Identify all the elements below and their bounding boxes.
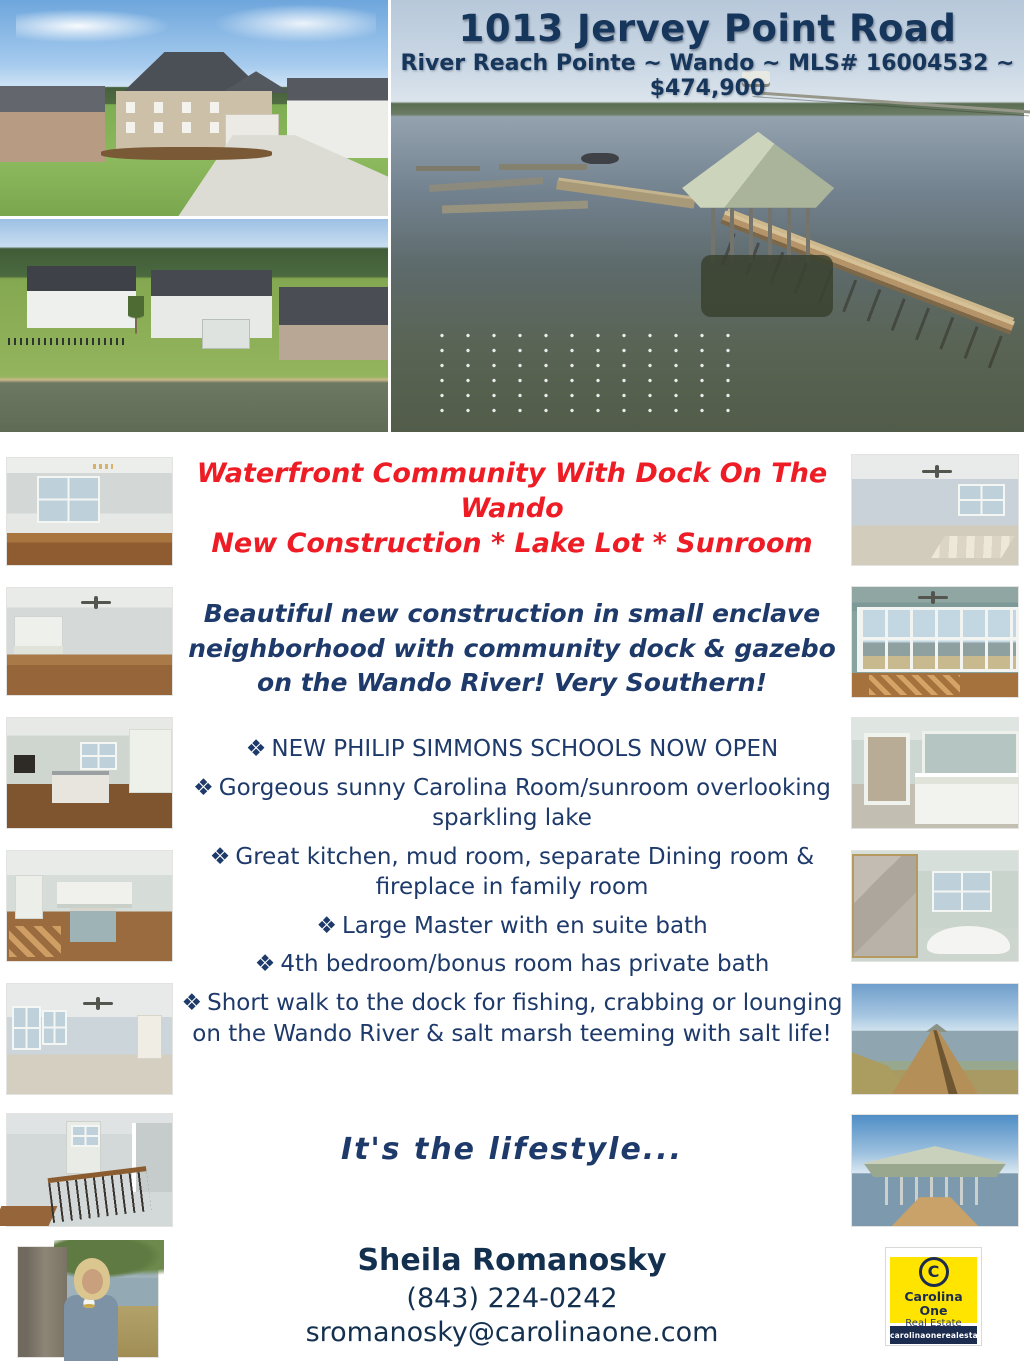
photo-collage <box>0 0 1024 432</box>
window-wall <box>857 607 1019 672</box>
mulch-bed <box>101 147 272 160</box>
feature-item <box>178 842 846 903</box>
cabinets <box>129 729 172 793</box>
feature-item <box>178 773 846 834</box>
kitchen-island <box>52 771 110 804</box>
stair-railing <box>47 1166 151 1223</box>
doorway <box>15 875 43 919</box>
logo-brand-name: Carolina One <box>904 1289 963 1318</box>
logo-division: Real Estate <box>905 1317 962 1329</box>
feature-text: 4th bedroom/bonus room has private bath <box>280 951 770 978</box>
floating-dock <box>499 164 588 170</box>
window <box>958 484 1005 517</box>
diamond-bullet-icon: ❖ <box>181 990 203 1017</box>
palm-tree <box>128 296 144 334</box>
thumb-bathroom-vanity <box>852 718 1018 828</box>
diamond-bullet-icon: ❖ <box>245 736 267 762</box>
red-headline <box>178 456 846 561</box>
sunroom-bump <box>202 319 251 349</box>
thumb-master-bath <box>852 851 1018 961</box>
thumb-marsh-boardwalk <box>852 984 1018 1094</box>
thumb-sunroom <box>852 587 1018 697</box>
water-sparkles <box>429 328 733 423</box>
intro-paragraph: Beautiful new construction in small enclave neighborhood with community dock & gazebo on the Wando River! Very Southern! <box>188 599 836 697</box>
garden-tub <box>927 926 1010 955</box>
floating-dock <box>416 166 479 171</box>
window <box>37 476 100 523</box>
chandelier <box>93 464 113 469</box>
thumb-bonus-room <box>7 984 172 1094</box>
photo-aerial-rear-homes <box>0 219 388 432</box>
cabinets <box>57 882 133 908</box>
kitchen-opening <box>14 616 64 655</box>
cloud <box>213 4 376 43</box>
house-right <box>279 287 388 359</box>
feature-text: Short walk to the dock for fishing, crabbing or lounging on the Wando River & salt marsh teeming with salt life! <box>192 990 843 1047</box>
ceiling-fan <box>81 601 111 604</box>
pavilion-roof <box>682 132 834 208</box>
ceiling-fan <box>83 1002 113 1005</box>
vanity-mirror <box>922 731 1019 777</box>
sunlight-patch <box>9 926 62 957</box>
sunlight-grid <box>869 675 960 695</box>
agent-face <box>82 1269 103 1294</box>
feature-text: NEW PHILIP SIMMONS SCHOOLS NOW OPEN <box>271 736 779 762</box>
pavilion-shadow <box>701 255 833 317</box>
diamond-bullet-icon: ❖ <box>254 951 276 978</box>
feature-text: Great kitchen, mud room, separate Dining room & fireplace in family room <box>235 843 815 901</box>
window <box>12 1006 41 1050</box>
feature-item <box>178 911 846 942</box>
thumb-kitchen-wide <box>7 851 172 961</box>
agent-name: Sheila Romanosky <box>357 1243 667 1278</box>
boat <box>581 153 619 164</box>
headline-line2: New Construction * Lake Lot * Sunroom <box>211 528 813 560</box>
agent-contact-block <box>178 1243 846 1348</box>
tree-trunk <box>18 1247 67 1357</box>
feature-item <box>178 949 846 980</box>
feature-text: Large Master with en suite bath <box>341 912 708 939</box>
door-window <box>71 1125 100 1147</box>
logo-yellow-panel <box>890 1257 977 1329</box>
diamond-bullet-icon: ❖ <box>193 774 214 801</box>
thumb-dining-room <box>7 458 172 565</box>
window <box>80 742 117 770</box>
ceiling-fan <box>922 470 952 473</box>
agent-email: sromanosky@carolinaone.com <box>305 1317 719 1348</box>
glass-shower <box>852 854 918 957</box>
door <box>137 1015 162 1059</box>
kitchen-island <box>70 908 116 942</box>
carolina-one-logo <box>886 1248 1009 1345</box>
floating-dock <box>429 177 543 192</box>
property-subtitle: River Reach Pointe ~ Wando ~ MLS# 16004532 ~ $474,900 <box>400 51 1015 101</box>
property-address-title: 1013 Jervey Point Road <box>458 7 957 50</box>
wood-floor <box>0 1206 58 1226</box>
lifestyle-tagline: It's the lifestyle... <box>340 1132 683 1167</box>
photo-house-front-exterior <box>0 0 388 216</box>
circled-c-monogram-icon: C <box>919 1257 949 1287</box>
diamond-bullet-icon: ❖ <box>316 912 337 939</box>
cloud <box>16 9 171 44</box>
logo-website: carolinaonerealestate.com <box>890 1326 977 1344</box>
feature-list <box>178 734 846 1057</box>
window <box>42 1010 67 1045</box>
thumb-kitchen-island <box>7 718 172 828</box>
dock-roof <box>864 1146 1007 1177</box>
vanity-cabinet <box>915 773 1018 824</box>
thumb-covered-dock <box>852 1115 1018 1226</box>
ceiling-fan <box>918 596 948 599</box>
window <box>932 871 992 912</box>
feature-text: Gorgeous sunny Carolina Room/sunroom overlooking sparkling lake <box>218 774 831 832</box>
agent-phone: (843) 224-0242 <box>406 1283 618 1314</box>
sunlight-patch <box>931 536 1014 558</box>
floating-dock <box>442 200 588 213</box>
diamond-bullet-icon: ❖ <box>209 843 231 870</box>
closet-doorway <box>864 733 910 805</box>
thumb-living-room <box>7 588 172 695</box>
thumb-master-bedroom <box>852 455 1018 565</box>
fireplace <box>14 755 35 773</box>
thumb-stair-landing <box>7 1114 172 1226</box>
photo-agent-portrait <box>18 1247 158 1357</box>
feature-item <box>178 988 846 1049</box>
neighbor-house-left <box>0 86 105 162</box>
headline-line1: Waterfront Community With Dock On The Wando <box>196 458 828 525</box>
hero-text-block <box>391 7 1024 101</box>
fence <box>8 338 124 344</box>
house-left <box>27 266 136 328</box>
feature-item <box>178 734 846 765</box>
